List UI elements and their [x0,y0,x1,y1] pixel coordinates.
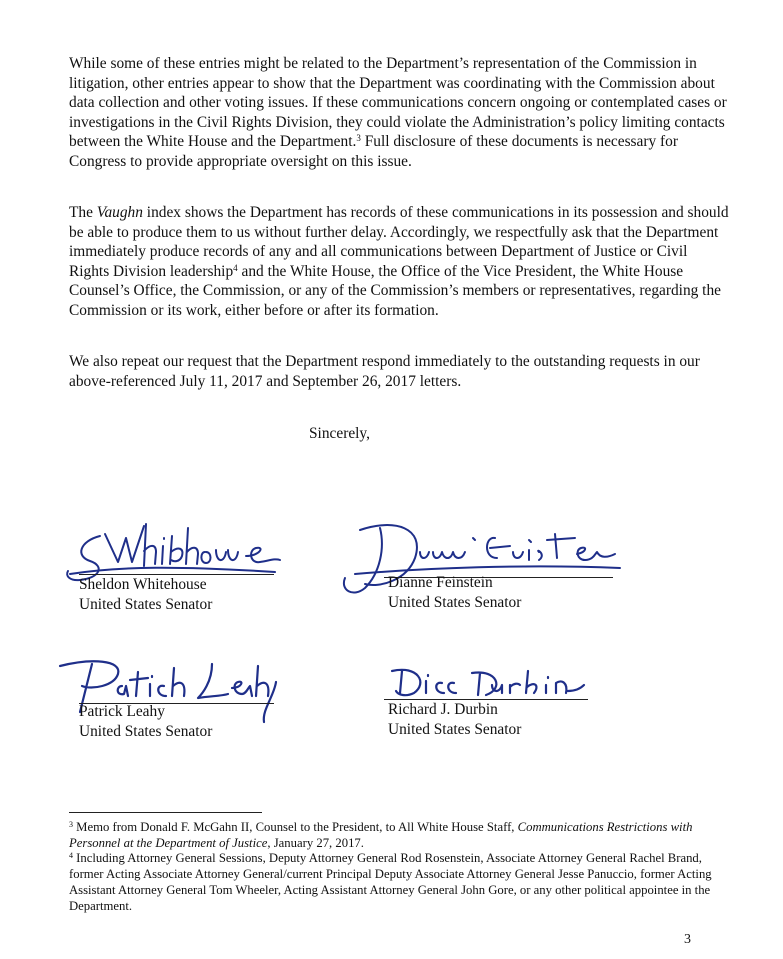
footnote-4: $^4$ Including Attorney General Sessions, Deputy Attorney General Rod Rosenstein, Associate Attorney General Rachel Brand, former Acting Associate Attorney General/current Principal Deputy Associate Attorney General Jesse Panuccio, former Acting Assistant Attorney General Tom Wheeler, Acting Assistant Attorney General John Gore, or any other political appointee in the Department. [69,851,712,913]
signature-durbin [388,663,588,703]
signatory-name: Dianne Feinstein [388,574,493,591]
footnote-ref-3: 3 [356,133,361,144]
signatory-feinstein [388,573,521,612]
signatory-durbin [388,700,521,739]
signatory-title: United States Senator [388,720,522,738]
signatory-title: United States Senator [79,595,213,613]
signatory-whitehouse [79,575,212,614]
page-number: 3 [684,932,691,947]
paragraph-2: The Vaughn index shows the Department has records of these communications in its possession and should be able to produce them to us without further delay. Accordingly, we respectfully ask that the Department immediately produce records of any and all communications between Department of Justice or Civil Rights Division leadership$^4$ and the White House, the Office of the Vice President, the White House Counsel’s Office, the Commission, or any of the Commission’s members or representatives, regarding the Commission or its work, either before or after its formation. [69,204,729,319]
italic-vaughn: Vaughn [96,204,143,221]
paragraph-1: While some of these entries might be related to the Department’s representation of the Commission in litigation, other entries appear to show that the Department was coordinating with the Commission about data collection and other voting issues. If these communications concern ongoing or contemplated cases or investigations in the Civil Rights Division, they could violate the Administration’s policy limiting contacts between the White House and the Department.$^3$ Full disclosure of these documents is necessary for Congress to provide appropriate oversight on this issue. [69,55,727,170]
signatory-name: Sheldon Whitehouse [79,576,207,593]
footnote-ref-4: 4 [233,262,238,273]
signatory-title: United States Senator [79,722,213,740]
signatory-name: Patrick Leahy [79,703,165,720]
closing: Sincerely, [309,425,370,442]
signatory-name: Richard J. Durbin [388,701,498,718]
paragraph-3: We also repeat our request that the Department respond immediately to the outstanding requests in our above-referenced July 11, 2017 and September 26, 2017 letters. [69,353,700,390]
signatory-title: United States Senator [388,593,522,611]
footnote-3: $^3$ Memo from Donald F. McGahn II, Counsel to the President, to All White House Staff, Communications Restrictions with Personnel at the Department of Justice, January 27, 2017. [69,820,693,850]
footnote-divider [69,812,262,813]
footnotes [69,820,729,914]
signatory-leahy [79,702,212,741]
